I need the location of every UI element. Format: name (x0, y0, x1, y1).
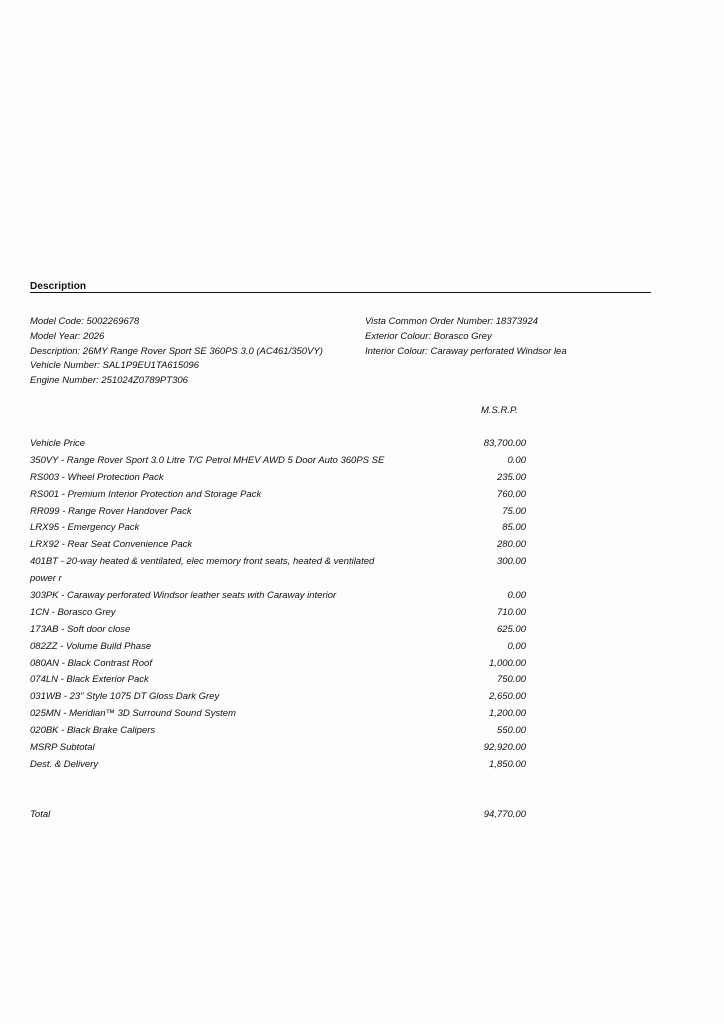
line-item (30, 656, 530, 673)
line-items-list (30, 436, 530, 774)
heading-divider (30, 292, 651, 293)
order-number: Vista Common Order Number: 18373924 (365, 316, 539, 327)
line-item-description: RR099 - Range Rover Handover Pack (30, 505, 192, 517)
line-item-price: 75.00 (502, 505, 526, 517)
line-item (30, 554, 530, 588)
line-item-price: 710.00 (496, 606, 526, 618)
line-item-description: 031WB - 23" Style 1075 DT Gloss Dark Grey (30, 691, 220, 703)
delivery-label: Dest. & Delivery (30, 758, 99, 770)
line-item-price: 85.00 (502, 522, 526, 534)
line-item-description: 020BK - Black Brake Calipers (30, 725, 156, 737)
model-code: Model Code: 5002269678 (30, 316, 140, 327)
line-item (30, 537, 530, 554)
line-item-price: 2,650.00 (489, 691, 526, 703)
delivery-row (30, 757, 530, 774)
line-item (30, 605, 530, 622)
line-item (30, 588, 530, 605)
total-row (30, 809, 526, 823)
line-item (30, 487, 530, 504)
vehicle-info-left (30, 315, 323, 389)
line-item (30, 470, 530, 487)
subtotal-row (30, 740, 530, 757)
line-item-price: 625.00 (496, 623, 526, 635)
line-item-price: 300.00 (496, 556, 526, 568)
vehicle-number: Vehicle Number: SAL1P9EU1TA615096 (30, 360, 199, 372)
line-item-description: 1CN - Borasco Grey (30, 606, 116, 618)
vehicle-info-right (365, 315, 567, 359)
line-item-description: 303PK - Caraway perforated Windsor leather seats with Caraway interior (30, 590, 337, 602)
total-value: 94,770.00 (483, 809, 526, 820)
line-item-price: 1,200.00 (489, 708, 526, 720)
line-item-description: 080AN - Black Contrast Roof (30, 657, 152, 669)
line-item-description: 401BT - 20-way heated & ventilated, elec memory front seats, heated & ventilated power r (30, 556, 375, 585)
line-item-price: 1,000.00 (489, 657, 526, 669)
line-item-description: 350VY - Range Rover Sport 3.0 Litre T/C Petrol MHEV AWD 5 Door Auto 360PS SE (30, 454, 385, 466)
line-item-price: 760.00 (496, 488, 526, 500)
subtotal-value: 92,920.00 (483, 742, 526, 754)
interior-colour: Interior Colour: Caraway perforated Windsor lea (365, 345, 567, 357)
line-item-description: LRX95 - Emergency Pack (30, 522, 140, 534)
total-label: Total (30, 809, 51, 820)
line-item-price: 750.00 (496, 674, 526, 686)
line-item-price: 280.00 (496, 539, 526, 551)
exterior-colour: Exterior Colour: Borasco Grey (365, 330, 492, 342)
description-heading: Description (30, 281, 87, 292)
msrp-column-header: M.S.R.P. (481, 405, 518, 416)
line-item-description: 173AB - Soft door close (30, 623, 131, 635)
line-item (30, 436, 530, 453)
line-item-price: 0.00 (507, 640, 526, 652)
line-item-description: 082ZZ - Volume Build Phase (30, 640, 152, 652)
line-item-description: 074LN - Black Exterior Pack (30, 674, 149, 686)
delivery-value: 1,850.00 (489, 758, 526, 770)
subtotal-label: MSRP Subtotal (30, 742, 95, 754)
line-item (30, 672, 530, 689)
line-item-price: 235.00 (496, 471, 526, 483)
line-item-price: 0.00 (507, 454, 526, 466)
line-item (30, 520, 530, 537)
line-item-description: LRX92 - Rear Seat Convenience Pack (30, 539, 193, 551)
line-item-description: RS001 - Premium Interior Protection and Storage Pack (30, 488, 262, 500)
model-year: Model Year: 2026 (30, 330, 105, 342)
line-item (30, 639, 530, 656)
line-item (30, 504, 530, 521)
line-item-description: Vehicle Price (30, 438, 86, 449)
engine-number: Engine Number: 251024Z0789PT306 (30, 375, 188, 387)
line-item-price: 0.00 (507, 590, 526, 602)
line-item (30, 706, 530, 723)
line-item-price: 550.00 (496, 725, 526, 737)
line-item (30, 453, 530, 470)
line-item (30, 689, 530, 706)
line-item (30, 622, 530, 639)
line-item-description: 025MN - Meridian™ 3D Surround Sound System (30, 708, 236, 720)
line-item (30, 723, 530, 740)
line-item-description: RS003 - Wheel Protection Pack (30, 471, 164, 483)
line-item-price: 83,700.00 (483, 438, 526, 449)
model-description: Description: 26MY Range Rover Sport SE 360PS 3.0 (AC461/350VY) (30, 345, 323, 357)
